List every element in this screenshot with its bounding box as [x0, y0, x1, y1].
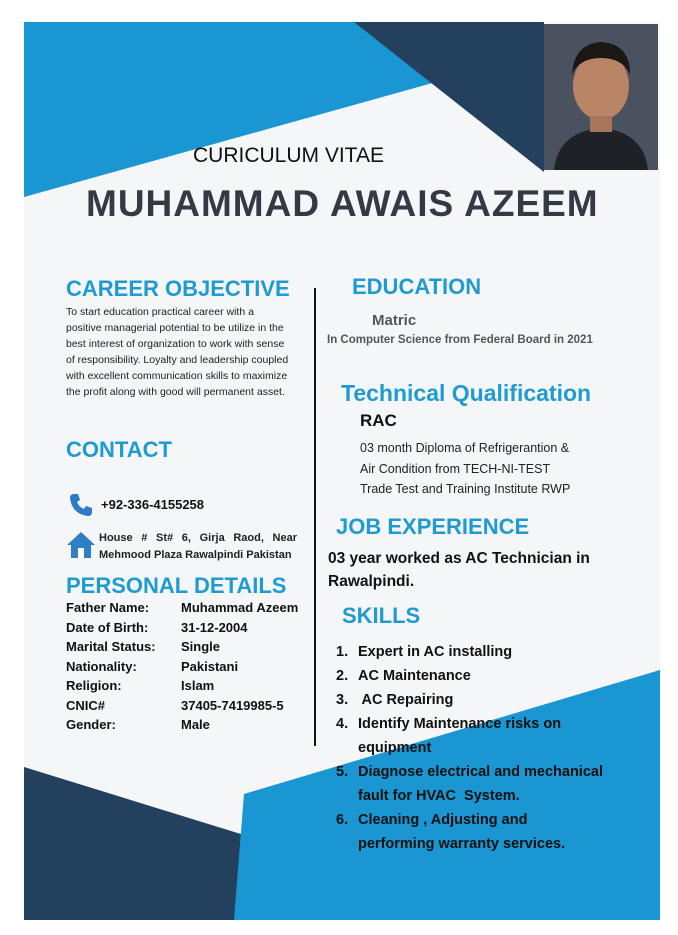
- job-line: year worked as AC Technician in: [345, 550, 590, 567]
- detail-value: Male: [181, 717, 210, 732]
- skill-text: Cleaning , Adjusting and: [358, 812, 528, 828]
- column-divider: [314, 288, 316, 746]
- contact-address: [99, 530, 297, 564]
- job-years: 03: [328, 550, 346, 567]
- job-line: Rawalpindi.: [328, 573, 415, 590]
- profile-photo: [544, 24, 658, 170]
- skill-number: 2.: [336, 668, 349, 684]
- cv-subtitle: CURICULUM VITAE: [193, 144, 384, 167]
- education-detail: In Computer Science from Federal Board in 2021: [327, 334, 593, 346]
- skill-text: Diagnose electrical and mechanical: [358, 764, 603, 780]
- table-row: [66, 717, 298, 737]
- skill-number: 1.: [336, 644, 349, 660]
- personal-details-table: [66, 600, 298, 737]
- detail-label: Date of Birth:: [66, 619, 149, 635]
- candidate-name: MUHAMMAD AWAIS AZEEM: [86, 183, 599, 224]
- skill-text: AC Repairing: [358, 692, 454, 708]
- home-icon: [66, 530, 96, 560]
- table-row: [66, 698, 298, 718]
- detail-label: Marital Status:: [66, 639, 156, 654]
- job-experience-text: [328, 547, 590, 593]
- personal-details-heading: PERSONAL DETAILS: [66, 573, 287, 598]
- education-heading: EDUCATION: [352, 274, 482, 299]
- objective-line: the profit along with good will permanent asset.: [66, 386, 285, 398]
- technical-heading: Technical Qualification: [341, 380, 592, 406]
- objective-line: best interest of organization to work with sense: [66, 338, 285, 350]
- technical-line: Trade Test and Training Institute RWP: [360, 482, 571, 496]
- technical-line: 03 month Diploma of Refrigerantion &: [360, 441, 570, 455]
- skill-text: Identify Maintenance risks on: [358, 716, 562, 732]
- skill-number: 6.: [336, 812, 349, 828]
- phone-icon: [68, 492, 94, 518]
- career-objective-text: [66, 304, 288, 400]
- list-item: [336, 712, 603, 760]
- detail-label: CNIC#: [66, 697, 106, 713]
- skill-text: Expert in AC installing: [358, 644, 513, 660]
- list-item: [336, 760, 603, 808]
- detail-label: Nationality:: [66, 658, 137, 674]
- technical-title: RAC: [360, 411, 397, 430]
- table-row: [66, 600, 298, 620]
- skill-text: fault for HVAC System.: [358, 788, 520, 804]
- objective-line: with excellent communication skills to maximize: [66, 370, 288, 382]
- skill-text: performing warranty services.: [358, 836, 566, 852]
- objective-line: To start education practical career with a: [66, 306, 254, 318]
- skill-number: 5.: [336, 764, 349, 780]
- detail-value: Islam: [181, 678, 215, 693]
- detail-value: Muhammad Azeem: [181, 600, 299, 615]
- list-item: [336, 664, 603, 688]
- detail-value: Pakistani: [181, 658, 239, 674]
- skill-text: equipment: [358, 740, 432, 756]
- technical-detail: [360, 438, 570, 500]
- detail-label: Gender:: [66, 717, 116, 732]
- detail-label: Religion:: [66, 678, 122, 693]
- table-row: [66, 659, 298, 679]
- list-item: [336, 808, 603, 856]
- list-item: [336, 688, 603, 712]
- detail-label: Father Name:: [66, 600, 150, 615]
- career-objective-heading: CAREER OBJECTIVE: [66, 276, 290, 301]
- education-degree: Matric: [372, 312, 417, 329]
- contact-phone: +92-336-4155258: [101, 497, 205, 512]
- skills-list: [336, 640, 603, 856]
- skill-text: AC Maintenance: [358, 668, 471, 684]
- job-experience-heading: JOB EXPERIENCE: [336, 514, 530, 539]
- address-line: Mehmood Plaza Rawalpindi Pakistan: [99, 549, 292, 561]
- skill-number: 4.: [336, 716, 349, 732]
- detail-value: 31-12-2004: [181, 619, 248, 635]
- skill-number: 3.: [336, 692, 349, 708]
- technical-line: Air Condition from TECH-NI-TEST: [360, 461, 551, 476]
- detail-value: Single: [181, 639, 221, 654]
- detail-value: 37405-7419985-5: [181, 697, 284, 713]
- table-row: [66, 620, 298, 640]
- objective-line: positive managerial potential to be utilize in the: [66, 322, 284, 334]
- list-item: [336, 640, 603, 664]
- table-row: [66, 678, 298, 698]
- skills-heading: SKILLS: [342, 603, 421, 628]
- address-line: House # St# 6, Girja Raod, Near: [99, 532, 297, 544]
- table-row: [66, 639, 298, 659]
- objective-line: of responsibility. Loyalty and leadership coupled: [66, 354, 289, 366]
- contact-heading: CONTACT: [66, 437, 172, 462]
